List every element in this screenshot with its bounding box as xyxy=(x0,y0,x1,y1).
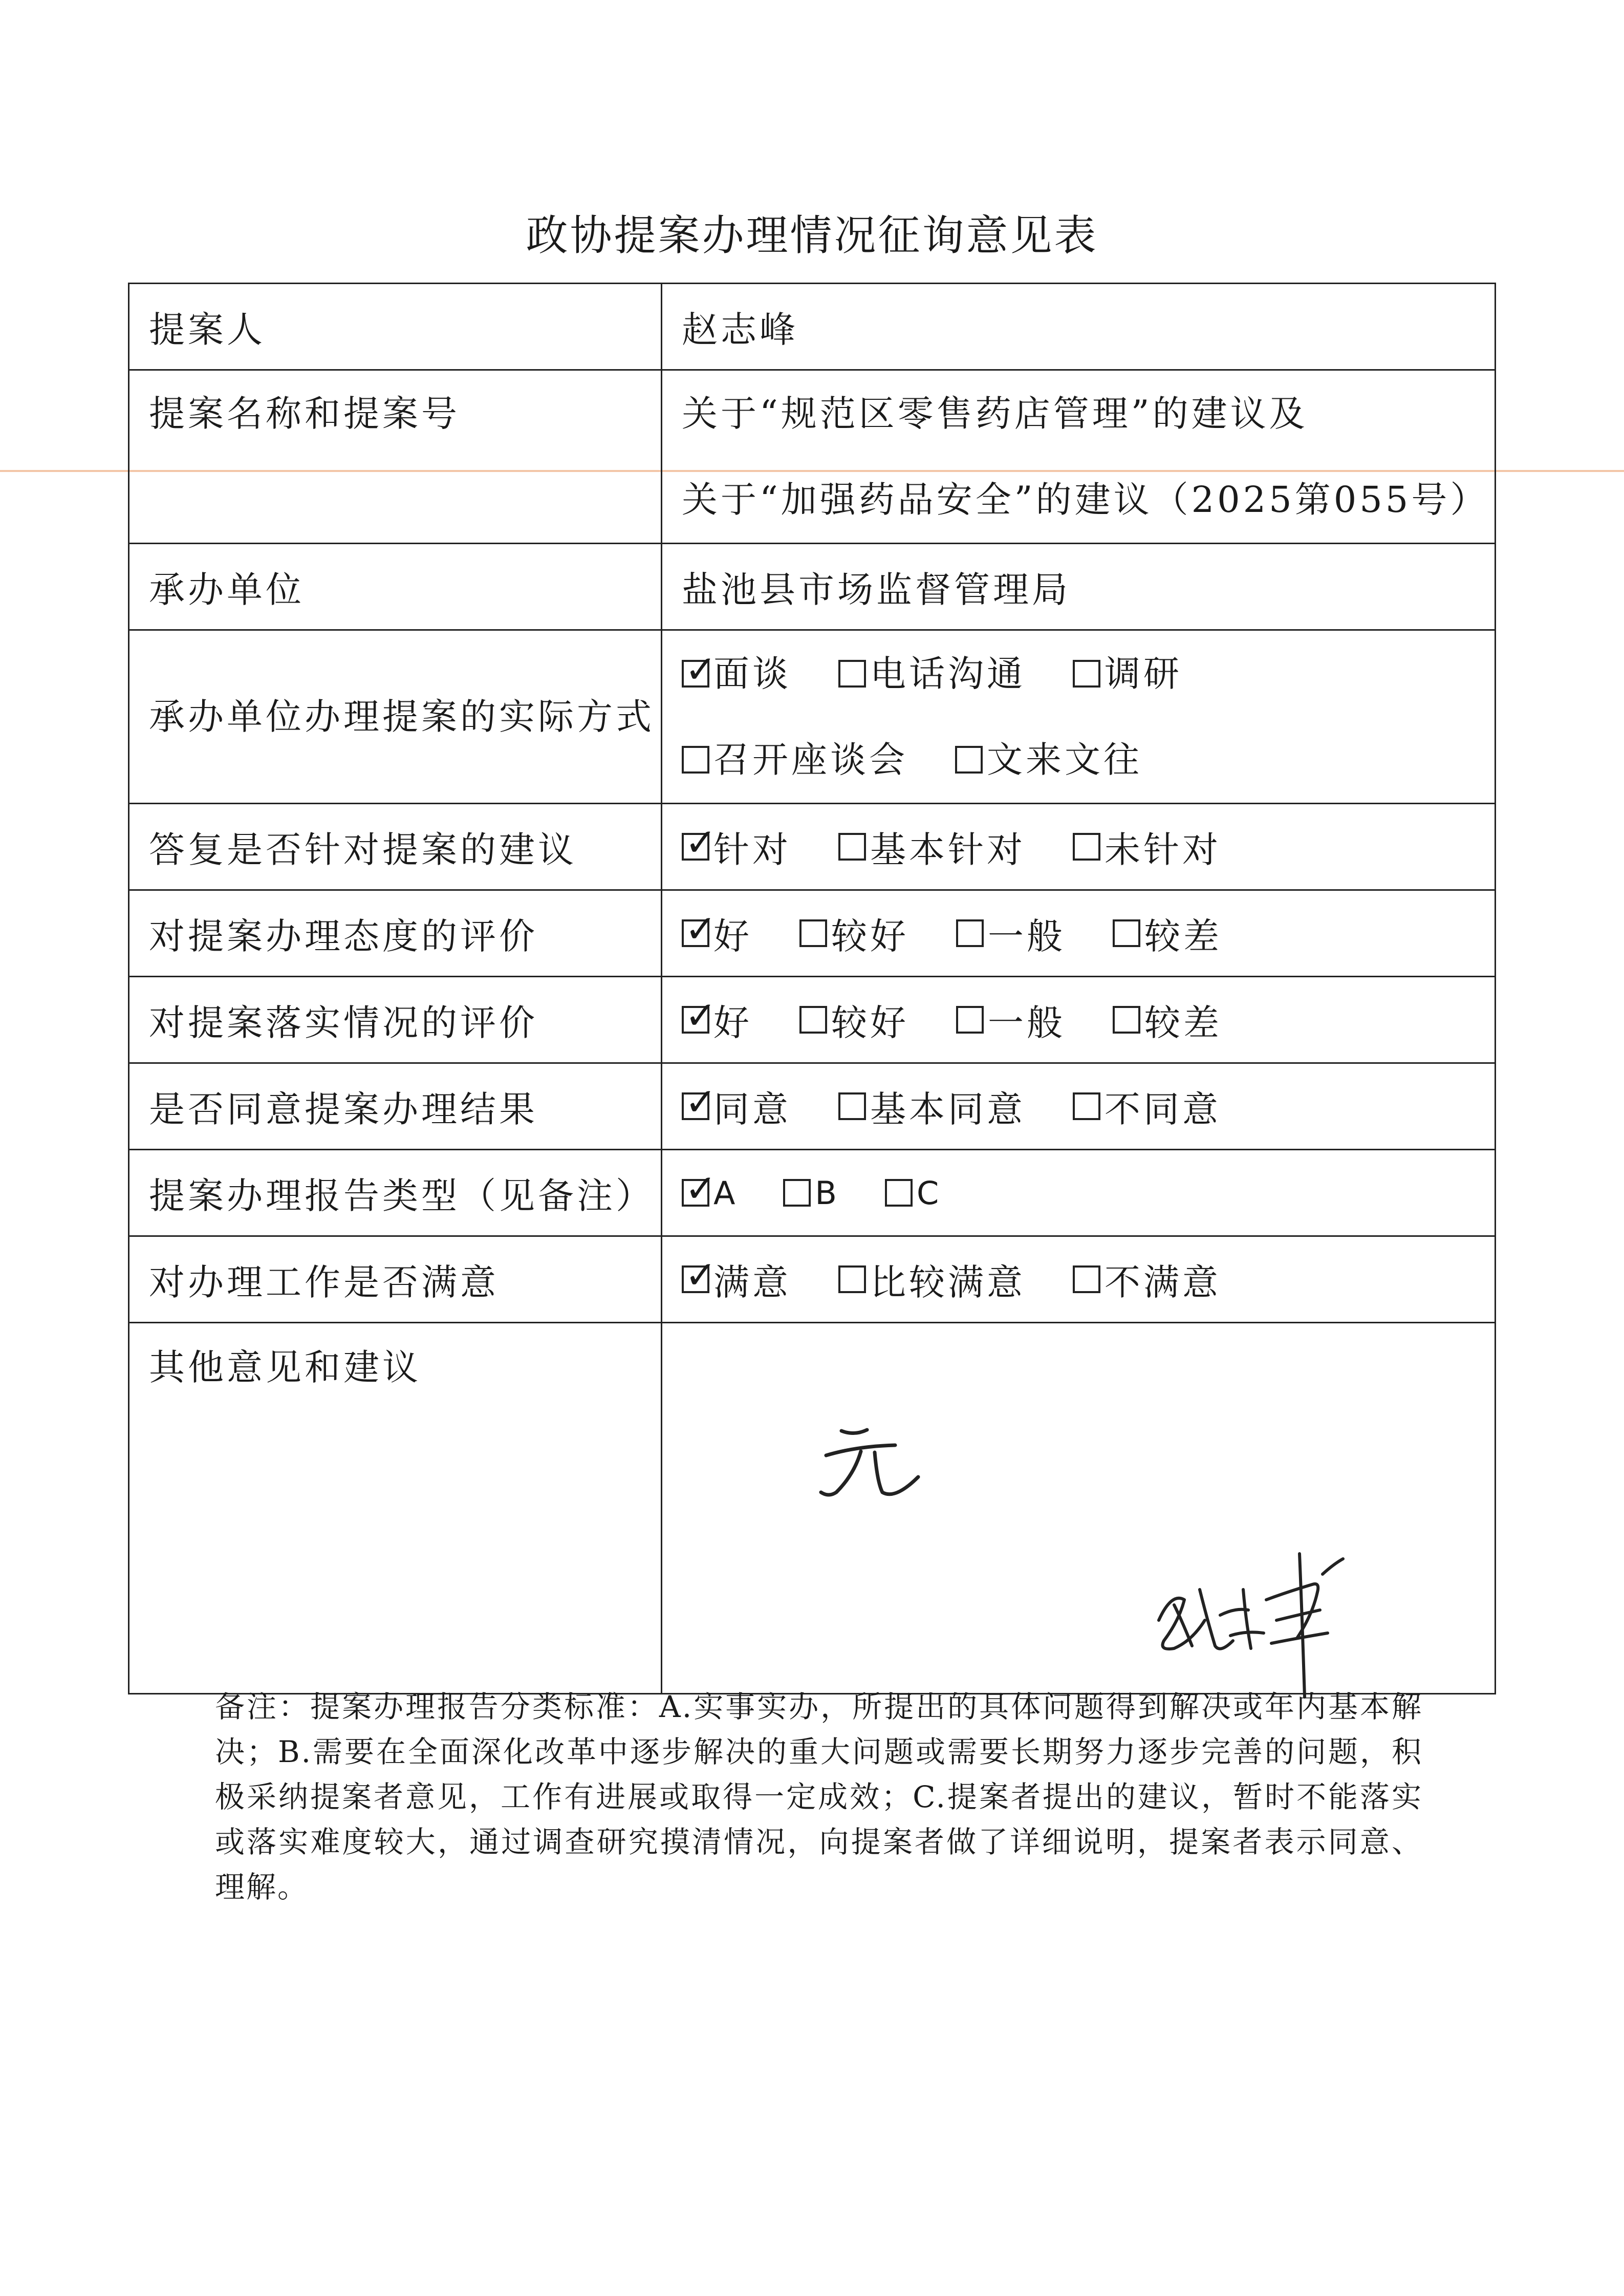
checkbox-option[interactable] xyxy=(799,908,909,959)
checkbox-unchecked-icon[interactable] xyxy=(799,919,827,947)
row-satisfied xyxy=(129,1236,1496,1323)
targeted-label: 答复是否针对提案的建议 xyxy=(129,804,662,890)
checkbox-checked-icon[interactable] xyxy=(682,994,720,1038)
checkbox-option-label: 基本针对 xyxy=(870,828,1026,871)
checkbox-option-label: 同意 xyxy=(713,1088,791,1130)
checkbox-option-label: 调研 xyxy=(1105,653,1182,695)
checkbox-unchecked-icon[interactable] xyxy=(1113,1006,1140,1034)
row-attitude xyxy=(129,890,1496,977)
attitude-options-cell xyxy=(662,890,1496,977)
checkbox-unchecked-icon[interactable] xyxy=(1113,919,1140,947)
handwritten-none-mark xyxy=(806,1415,939,1508)
checkbox-option-label: 文来文往 xyxy=(987,739,1142,781)
check-mark-icon: ✓ xyxy=(685,907,720,951)
checkbox-option[interactable] xyxy=(838,1254,1026,1305)
checkbox-option[interactable] xyxy=(838,1081,1026,1132)
consultation-form-table xyxy=(128,283,1496,1694)
checkbox-checked-icon[interactable] xyxy=(682,1080,720,1124)
row-proposal-name xyxy=(129,370,1496,544)
implementation-options xyxy=(682,994,1495,1046)
report-type-options-cell xyxy=(662,1150,1496,1236)
other-label: 其他意见和建议 xyxy=(129,1323,662,1694)
checkbox-checked-icon[interactable] xyxy=(682,1253,720,1297)
checkbox-option-label: 好 xyxy=(713,1001,752,1044)
checkbox-option[interactable] xyxy=(682,631,791,717)
checkbox-option[interactable] xyxy=(1073,1081,1221,1132)
agree-label: 是否同意提案办理结果 xyxy=(129,1063,662,1150)
checkbox-option-label: 一般 xyxy=(988,915,1066,957)
checkbox-option-label: 比较满意 xyxy=(870,1261,1026,1303)
checkbox-unchecked-icon[interactable] xyxy=(838,660,866,688)
checkbox-option-label: 针对 xyxy=(713,828,791,871)
checkbox-unchecked-icon[interactable] xyxy=(1073,1265,1100,1293)
check-mark-icon: ✓ xyxy=(685,1167,720,1211)
checkbox-option-label: 不同意 xyxy=(1105,1088,1221,1130)
checkbox-unchecked-icon[interactable] xyxy=(682,746,709,774)
checkbox-option[interactable] xyxy=(1073,631,1182,717)
checkbox-checked-icon[interactable] xyxy=(682,1167,720,1211)
checkbox-checked-icon[interactable] xyxy=(682,821,720,865)
checkbox-option[interactable] xyxy=(682,1081,791,1132)
unit-value: 盐池县市场监督管理局 xyxy=(662,544,1496,630)
check-mark-icon: ✓ xyxy=(685,994,720,1038)
implementation-options-cell xyxy=(662,977,1496,1063)
method-options xyxy=(682,631,1495,803)
attitude-options xyxy=(682,908,1495,959)
checkbox-option-label: C xyxy=(916,1174,940,1212)
row-proposer xyxy=(129,284,1496,370)
checkbox-option-label: 较差 xyxy=(1144,915,1222,957)
checkbox-option-label: 较好 xyxy=(831,915,909,957)
footnote-remarks: 备注：提案办理报告分类标准：A.实事实办，所提出的具体问题得到解决或年内基本解决；B.需要在全面深化改革中逐步解决的重大问题或需要长期努力逐步完善的问题，积极采纳提案者意见，工作有进展或取得一定成效；C.提案者提出的建议，暂时不能落实或落实难度较大，通过调查研究摸清情况，向提案者做了详细说明，提案者表示同意、理解。 xyxy=(215,1689,1423,1904)
checkbox-option[interactable] xyxy=(783,1174,838,1212)
checkbox-option[interactable] xyxy=(838,821,1026,873)
checkbox-option-label: 基本同意 xyxy=(870,1088,1026,1130)
checkbox-unchecked-icon[interactable] xyxy=(955,746,983,774)
checkbox-option-label: 电话沟通 xyxy=(870,653,1026,695)
agree-options-cell xyxy=(662,1063,1496,1150)
page-title: 政协提案办理情况征询意见表 xyxy=(526,211,1098,260)
checkbox-unchecked-icon[interactable] xyxy=(956,919,984,947)
checkbox-unchecked-icon[interactable] xyxy=(1073,1092,1100,1120)
checkbox-option-label: B xyxy=(815,1174,838,1212)
checkbox-option[interactable] xyxy=(955,717,1142,803)
check-mark-icon: ✓ xyxy=(685,1080,720,1124)
report-type-options xyxy=(682,1167,1495,1212)
checkbox-option[interactable] xyxy=(885,1174,940,1212)
checkbox-unchecked-icon[interactable] xyxy=(838,833,866,861)
checkbox-unchecked-icon[interactable] xyxy=(838,1265,866,1293)
checkbox-option[interactable] xyxy=(838,631,1026,717)
checkbox-option-label: 一般 xyxy=(988,1001,1066,1044)
checkbox-option-label: 好 xyxy=(713,915,752,957)
checkbox-option[interactable] xyxy=(682,1254,791,1305)
checkbox-option[interactable] xyxy=(682,717,908,803)
check-mark-icon: ✓ xyxy=(685,648,720,692)
unit-label: 承办单位 xyxy=(129,544,662,630)
attitude-label: 对提案办理态度的评价 xyxy=(129,890,662,977)
other-value-cell xyxy=(662,1323,1496,1694)
check-mark-icon: ✓ xyxy=(685,821,720,865)
checkbox-option[interactable] xyxy=(1113,908,1222,959)
row-agree xyxy=(129,1063,1496,1150)
checkbox-option[interactable] xyxy=(956,994,1066,1046)
checkbox-option-label: 较好 xyxy=(831,1001,909,1044)
checkbox-option-label: 满意 xyxy=(713,1261,791,1303)
row-unit xyxy=(129,544,1496,630)
implementation-label: 对提案落实情况的评价 xyxy=(129,977,662,1063)
checkbox-option[interactable] xyxy=(799,994,909,1046)
checkbox-option-label: 较差 xyxy=(1144,1001,1222,1044)
checkbox-unchecked-icon[interactable] xyxy=(799,1006,827,1034)
handwritten-signature xyxy=(1143,1543,1379,1707)
targeted-options xyxy=(682,821,1495,873)
report-type-label: 提案办理报告类型（见备注） xyxy=(129,1150,662,1236)
checkbox-option-label: 面谈 xyxy=(713,653,791,695)
satisfied-label: 对办理工作是否满意 xyxy=(129,1236,662,1323)
checkbox-option[interactable] xyxy=(1073,821,1221,873)
proposal-name-line-2: 关于“加强药品安全”的建议（2025第055号） xyxy=(682,479,1489,521)
checkbox-option-label: 不满意 xyxy=(1105,1261,1221,1303)
row-report-type xyxy=(129,1150,1496,1236)
row-method xyxy=(129,630,1496,804)
proposer-label: 提案人 xyxy=(129,284,662,370)
checkbox-checked-icon[interactable] xyxy=(682,648,720,692)
method-label: 承办单位办理提案的实际方式 xyxy=(129,630,662,804)
checkbox-checked-icon[interactable] xyxy=(682,907,720,951)
satisfied-options xyxy=(682,1254,1495,1305)
row-other xyxy=(129,1323,1496,1694)
checkbox-unchecked-icon[interactable] xyxy=(1073,660,1100,688)
checkbox-unchecked-icon[interactable] xyxy=(885,1179,913,1207)
agree-options xyxy=(682,1081,1495,1132)
proposal-name-label-cell xyxy=(129,370,662,544)
checkbox-option[interactable] xyxy=(1113,994,1222,1046)
proposal-name-line-1: 关于“规范区零售药店管理”的建议及 xyxy=(682,393,1308,435)
checkbox-option[interactable] xyxy=(682,821,791,873)
check-mark-icon: ✓ xyxy=(685,1253,720,1297)
checkbox-option[interactable] xyxy=(682,994,752,1046)
checkbox-option[interactable] xyxy=(1073,1254,1221,1305)
checkbox-unchecked-icon[interactable] xyxy=(1073,833,1100,861)
checkbox-option[interactable] xyxy=(956,908,1066,959)
checkbox-option[interactable] xyxy=(682,1167,737,1212)
method-options-cell xyxy=(662,630,1496,804)
satisfied-options-cell xyxy=(662,1236,1496,1323)
checkbox-unchecked-icon[interactable] xyxy=(838,1092,866,1120)
checkbox-option-label: A xyxy=(713,1174,737,1212)
checkbox-option-label: 召开座谈会 xyxy=(713,739,908,781)
checkbox-option-label: 未针对 xyxy=(1105,828,1221,871)
checkbox-unchecked-icon[interactable] xyxy=(783,1179,811,1207)
checkbox-option[interactable] xyxy=(682,908,752,959)
proposer-value: 赵志峰 xyxy=(662,284,1496,370)
row-implementation xyxy=(129,977,1496,1063)
targeted-options-cell xyxy=(662,804,1496,890)
proposal-name-label: 提案名称和提案号 xyxy=(149,393,460,435)
row-targeted xyxy=(129,804,1496,890)
checkbox-unchecked-icon[interactable] xyxy=(956,1006,984,1034)
proposal-name-value-cell xyxy=(662,370,1496,544)
